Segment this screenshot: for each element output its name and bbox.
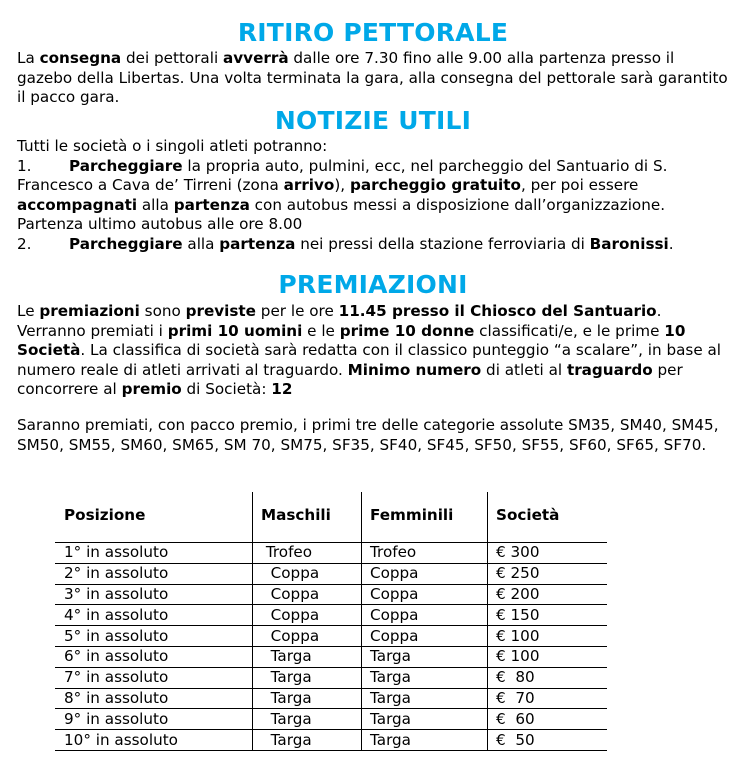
table-header-row	[55, 492, 607, 543]
header-maschili: Maschili	[253, 492, 362, 543]
bold-run: 10 Società	[17, 321, 686, 360]
paragraph-notizie	[17, 137, 729, 255]
cell-femminili: Coppa	[362, 584, 488, 605]
cell-femminili: Coppa	[362, 626, 488, 647]
header-societa: Società	[488, 492, 608, 543]
heading-premiazioni: PREMIAZIONI	[278, 270, 468, 299]
table-row	[55, 730, 607, 751]
cell-societa: € 70	[488, 688, 608, 709]
bold-run: consegna	[39, 49, 122, 67]
text-run: e le	[302, 321, 340, 340]
cell-femminili: Targa	[362, 709, 488, 730]
cell-posizione: 8° in assoluto	[64, 688, 169, 707]
table-row	[55, 646, 607, 667]
bold-run: Parcheggiare	[69, 156, 183, 175]
list-number: 2.	[17, 234, 32, 253]
bold-run: premiazioni	[39, 302, 140, 320]
text-run: , per poi essere	[520, 176, 639, 195]
text-run: con autobus messi a disposizione dall’organizzazione. Partenza ultimo autobus alle ore 8.00	[17, 195, 666, 234]
prize-table-body	[55, 543, 607, 751]
text-run: dei pettorali	[121, 49, 224, 67]
cell-societa: € 250	[488, 563, 608, 584]
bold-run: Minimo numero	[347, 360, 482, 379]
cell-societa: € 80	[488, 667, 608, 688]
bold-run: 11.45 presso il Chiosco del Santuario	[338, 302, 657, 320]
text-run: .	[668, 234, 674, 253]
bold-run: accompagnati	[17, 195, 138, 214]
cell-maschili: Trofeo	[253, 543, 362, 564]
text-run: alla	[137, 195, 174, 214]
text-run: . La classifica di società sarà redatta con il classico punteggio “a scalare”, in base al numero reale di atleti arrivati al traguardo.	[17, 341, 722, 379]
cell-femminili: Coppa	[362, 605, 488, 626]
text-run: la propria auto, pulmini, ecc, nel parcheggio del Santuario di S. Francesco a Cava de’ Tirreni (zona	[17, 156, 668, 195]
cell-posizione: 7° in assoluto	[64, 668, 169, 687]
text-run: dalle ore 7.30 fino alle 9.00 alla partenza presso il gazebo della Libertas. Una volta terminata la gara, alla consegna del pettorale sarà garantito il pacco gara.	[17, 49, 728, 107]
cell-maschili: Targa	[253, 667, 362, 688]
table-row	[55, 543, 607, 564]
bold-run: premio	[121, 380, 182, 399]
cell-maschili: Coppa	[253, 626, 362, 647]
table-row	[55, 605, 607, 626]
cell-femminili: Trofeo	[362, 543, 488, 564]
table-row	[55, 626, 607, 647]
table-row	[55, 667, 607, 688]
text-run: sono	[139, 302, 186, 320]
header-posizione: Posizione	[64, 506, 146, 524]
cell-posizione: 9° in assoluto	[64, 709, 169, 728]
text-run: . Verranno premiati i	[17, 302, 662, 340]
cell-maschili: Targa	[253, 688, 362, 709]
bold-run: partenza	[219, 234, 296, 253]
text-run: per le ore	[255, 302, 339, 320]
paragraph-premiazioni	[17, 302, 729, 400]
cell-societa: € 60	[488, 709, 608, 730]
cell-maschili: Coppa	[253, 605, 362, 626]
text-run: Le	[17, 302, 40, 320]
text-run: La	[17, 49, 40, 67]
heading-notizie-utili: NOTIZIE UTILI	[274, 106, 472, 135]
table-row	[55, 688, 607, 709]
paragraph-ritiro	[17, 49, 729, 108]
table-row	[55, 709, 607, 730]
cell-femminili: Targa	[362, 667, 488, 688]
cell-posizione: 10° in assoluto	[64, 730, 178, 749]
cell-societa: € 100	[488, 646, 608, 667]
notizie-intro: Tutti le società o i singoli atleti potranno:	[17, 137, 328, 155]
bold-run: 12	[271, 380, 293, 399]
notizie-item-1	[17, 157, 729, 235]
cell-maschili: Coppa	[253, 563, 362, 584]
cell-societa: € 150	[488, 605, 608, 626]
cell-posizione: 1° in assoluto	[64, 543, 169, 562]
bold-run: primi 10 uomini	[167, 321, 303, 340]
cell-maschili: Coppa	[253, 584, 362, 605]
bold-run: Parcheggiare	[69, 234, 183, 253]
heading-ritiro-pettorale: RITIRO PETTORALE	[237, 18, 509, 47]
paragraph-categorie: Saranno premiati, con pacco premio, i primi tre delle categorie assolute SM35, SM40, SM45, SM50, SM55, SM60, SM65, SM 70, SM75, SF35, SF40, SF45, SF50, SF55, SF60, SF65, SF70.	[17, 416, 719, 454]
text-run: di Società:	[181, 380, 272, 399]
cell-posizione: 4° in assoluto	[64, 605, 169, 624]
cell-maschili: Targa	[253, 709, 362, 730]
table-row	[55, 584, 607, 605]
text-run: per concorrere al	[17, 360, 683, 399]
bold-run: prime 10 donne	[339, 321, 475, 340]
cell-posizione: 3° in assoluto	[64, 584, 169, 603]
table-row	[55, 563, 607, 584]
cell-femminili: Coppa	[362, 563, 488, 584]
cell-societa: € 300	[488, 543, 608, 564]
cell-societa: € 50	[488, 730, 608, 751]
bold-run: previste	[185, 302, 256, 320]
text-run: nei pressi della stazione ferroviaria di	[295, 234, 590, 253]
list-number: 1.	[17, 156, 32, 175]
text-run: di atleti al	[481, 360, 567, 379]
cell-posizione: 2° in assoluto	[64, 564, 169, 583]
cell-maschili: Targa	[253, 646, 362, 667]
cell-societa: € 100	[488, 626, 608, 647]
cell-femminili: Targa	[362, 646, 488, 667]
bold-run: parcheggio gratuito	[349, 176, 521, 195]
prize-table	[55, 492, 607, 751]
cell-maschili: Targa	[253, 730, 362, 751]
cell-posizione: 5° in assoluto	[64, 626, 169, 645]
text-run: classificati/e, e le prime	[474, 321, 665, 340]
bold-run: arrivo	[283, 176, 335, 195]
cell-posizione: 6° in assoluto	[64, 647, 169, 666]
notizie-item-2	[17, 235, 729, 255]
bold-run: partenza	[173, 195, 250, 214]
bold-run: avverrà	[223, 49, 289, 67]
text-run: ),	[334, 176, 350, 195]
cell-femminili: Targa	[362, 688, 488, 709]
bold-run: Baronissi	[589, 234, 669, 253]
cell-femminili: Targa	[362, 730, 488, 751]
bold-run: traguardo	[566, 360, 653, 379]
text-run: alla	[182, 234, 220, 253]
header-femminili: Femminili	[362, 492, 488, 543]
cell-societa: € 200	[488, 584, 608, 605]
